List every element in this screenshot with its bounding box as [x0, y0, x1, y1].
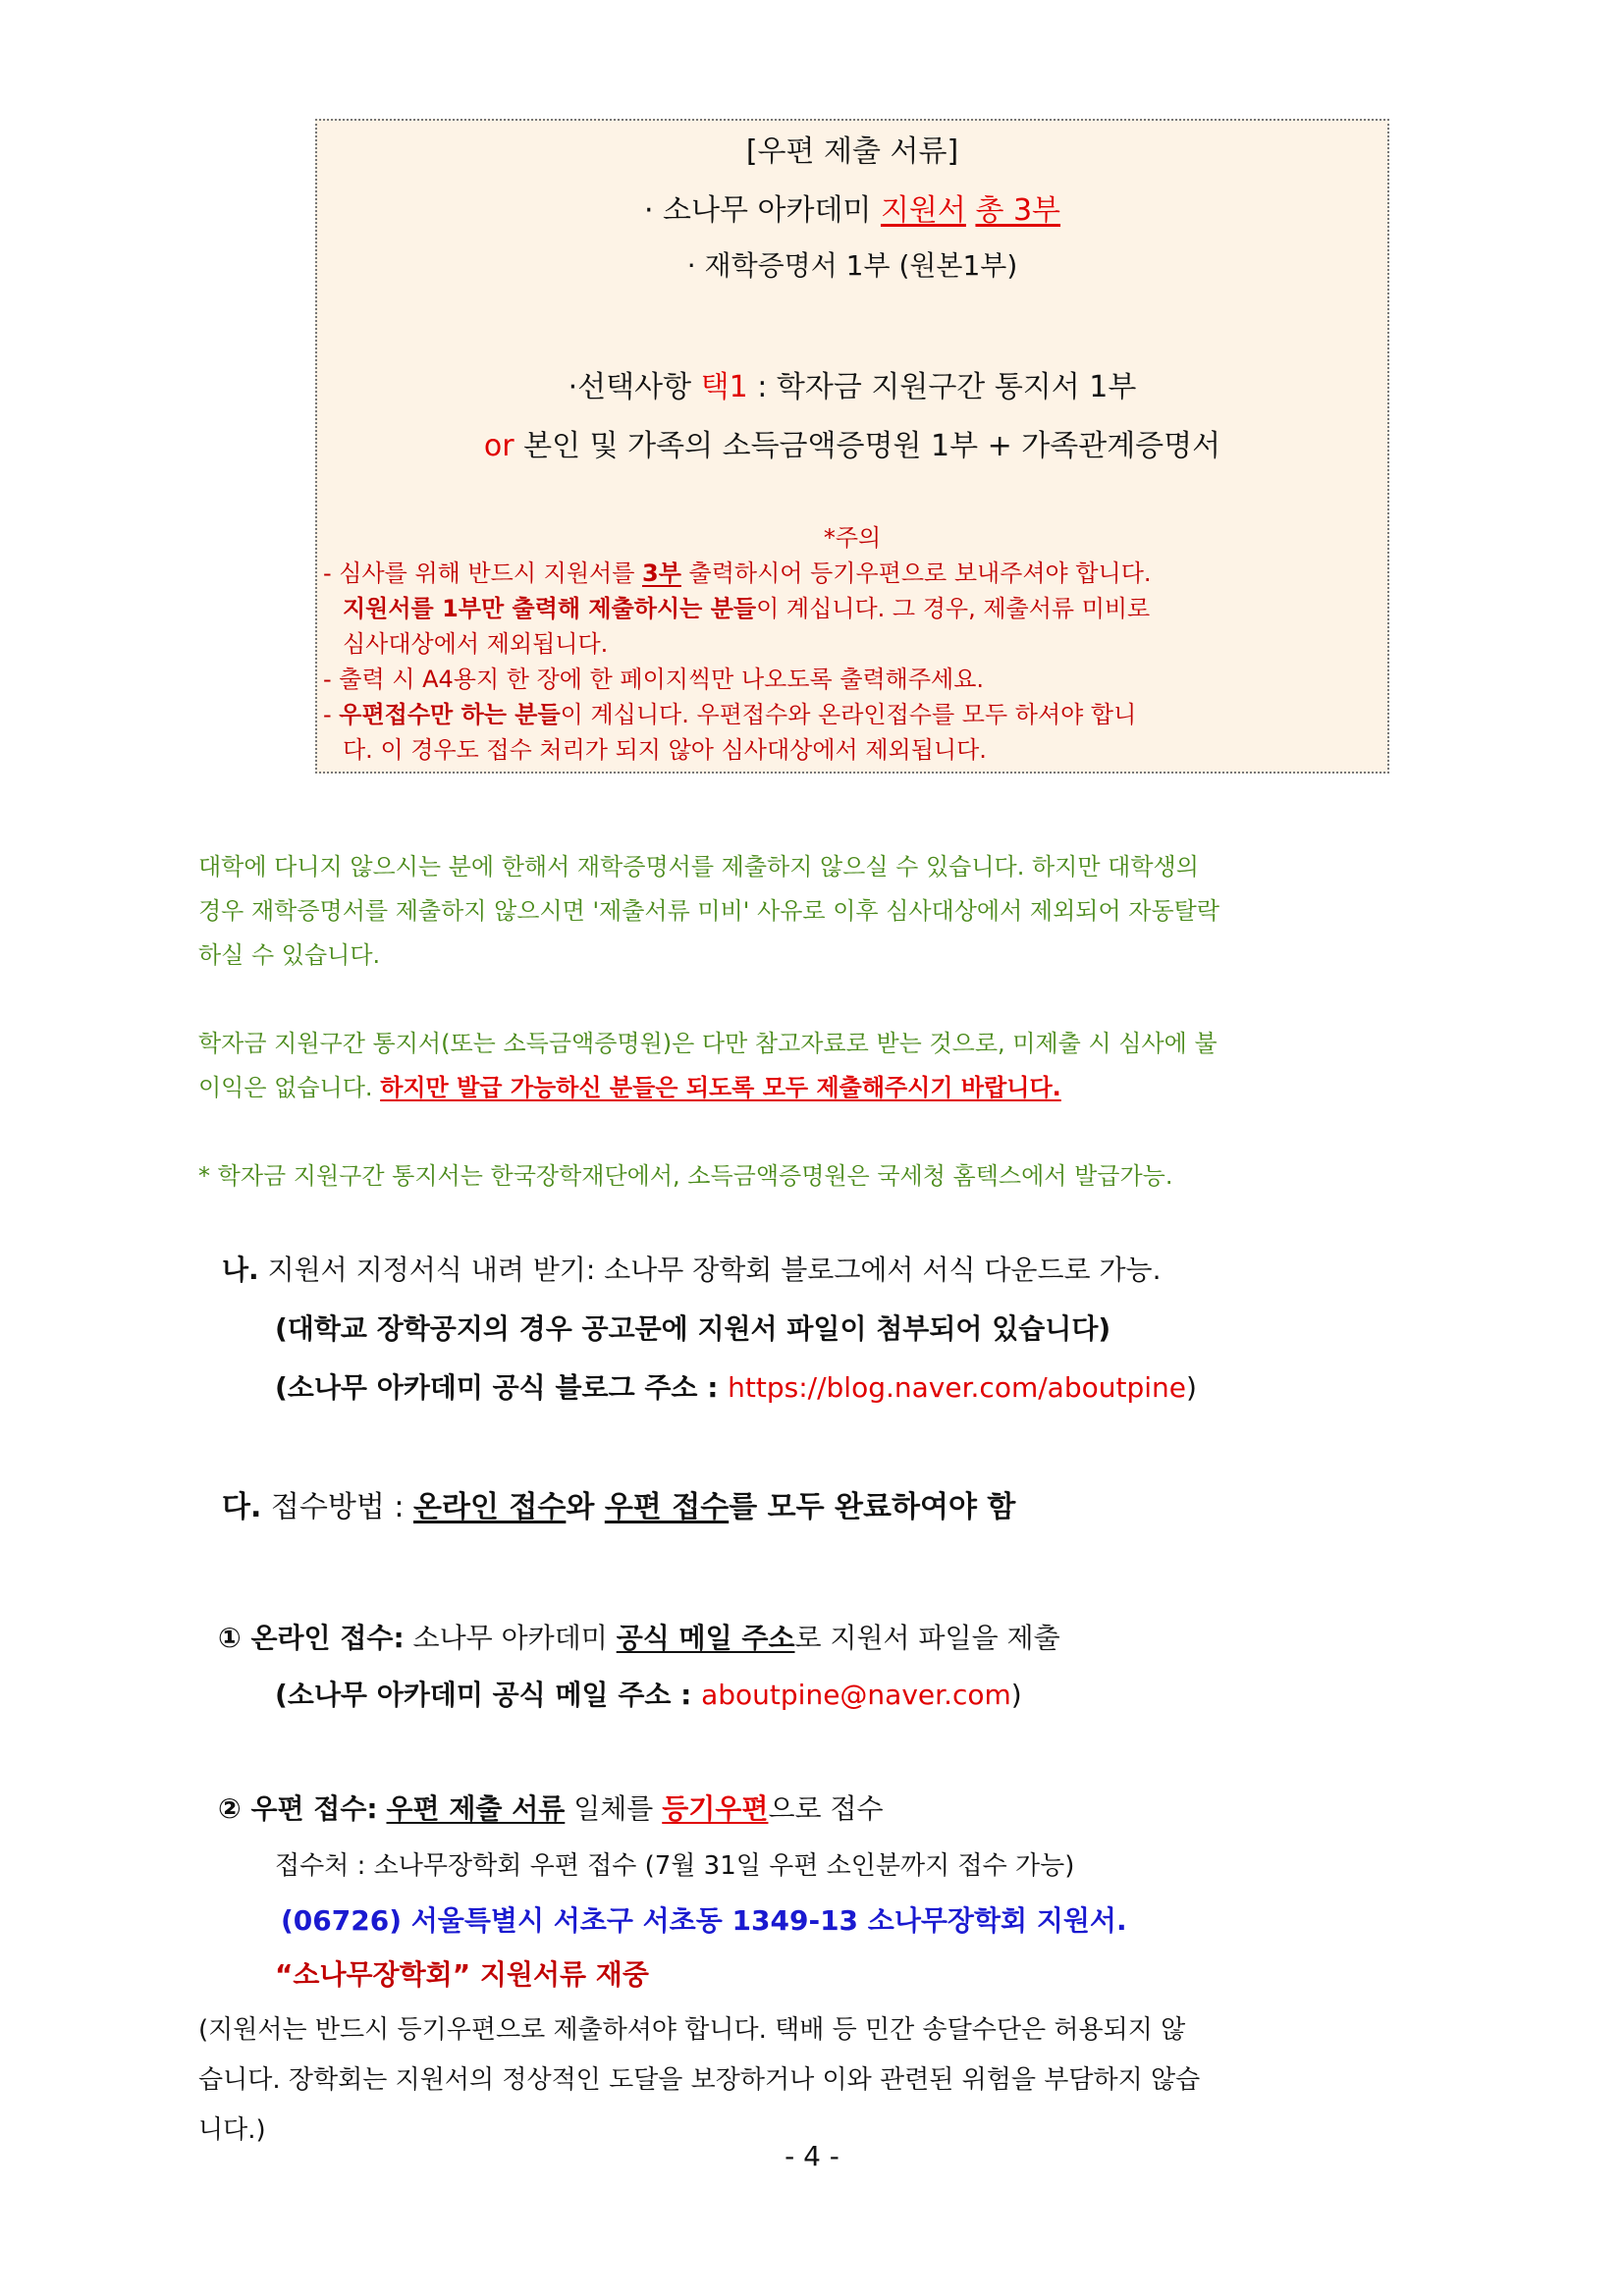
online-submission-line: ① 온라인 접수: 소나무 아카데미 공식 메일 주소로 지원서 파일을 제출 [218, 1622, 1060, 1654]
box-note-6: 다. 이 경우도 접수 처리가 되지 않아 심사대상에서 제외됩니다. [343, 736, 987, 764]
postal-receiver-line: 접수처 : 소나무장학회 우편 접수 (7월 31일 우편 소인분까지 접수 가능) [275, 1851, 1075, 1881]
paragraph-income-1: 학자금 지원구간 통지서(또는 소득금액증명원)은 다만 참고자료로 받는 것으로, 미제출 시 심사에 불 [198, 1030, 1218, 1057]
online-email-line: (소나무 아카데미 공식 메일 주소 : aboutpine@naver.com) [275, 1679, 1022, 1711]
box-line-application: · 소나무 아카데미 지원서 총 3부 [643, 193, 1061, 228]
postal-recipient: “소나무장학회” 지원서류 재중 [275, 1958, 649, 1991]
paragraph-enrollment-1: 대학에 다니지 않으시는 분에 한해서 재학증명서를 제출하지 않으실 수 있습니다. 하지만 대학생의 [198, 853, 1199, 881]
postal-disclaimer-2: 습니다. 장학회는 지원서의 정상적인 도달을 보장하거나 이와 관련된 위험을 부담하지 않습 [198, 2065, 1201, 2095]
page-number: - 4 - [785, 2140, 839, 2172]
postal-disclaimer-1: (지원서는 반드시 등기우편으로 제출하셔야 합니다. 택배 등 민간 송달수단은 허용되지 않 [198, 2015, 1186, 2045]
box-line-enrollment: · 재학증명서 1부 (원본1부) [686, 249, 1018, 282]
box-note-3: 심사대상에서 제외됩니다. [343, 630, 609, 658]
box-title: [우편 제출 서류] [745, 134, 959, 169]
paragraph-issuance-note: * 학자금 지원구간 통지서는 한국장학재단에서, 소득금액증명원은 국세청 홈텍스에서 발급가능. [198, 1162, 1173, 1190]
email-link[interactable]: aboutpine@naver.com [701, 1679, 1011, 1711]
postal-address: (06726) 서울특별시 서초구 서초동 1349-13 소나무장학회 지원서. [281, 1904, 1127, 1937]
paragraph-enrollment-2: 경우 재학증명서를 제출하지 않으시면 '제출서류 미비' 사유로 이후 심사대상에서 제외되어 자동탈락 [198, 897, 1220, 925]
paragraph-income-2: 이익은 없습니다. 하지만 발급 가능하신 분들은 되도록 모두 제출해주시기 바랍니다. [198, 1074, 1061, 1101]
box-note-4: - 출력 시 A4용지 한 장에 한 페이지씩만 나오도록 출력해주세요. [323, 666, 985, 693]
box-caution-title: *주의 [823, 524, 882, 552]
paragraph-enrollment-3: 하실 수 있습니다. [198, 941, 381, 969]
postal-documents-box [315, 119, 1389, 774]
postal-submission-line: ② 우편 접수: 우편 제출 서류 일체를 등기우편으로 접수 [218, 1792, 884, 1825]
box-note-5: - 우편접수만 하는 분들이 계십니다. 우편접수와 온라인접수를 모두 하셔야 합니 [323, 701, 1137, 728]
section-na-sub2: (소나무 아카데미 공식 블로그 주소 : https://blog.naver.com/aboutpine) [275, 1371, 1197, 1404]
box-note-2: 지원서를 1부만 출력해 제출하시는 분들이 계십니다. 그 경우, 제출서류 미비로 [343, 595, 1151, 622]
section-na-sub1: (대학교 장학공지의 경우 공고문에 지원서 파일이 첨부되어 있습니다) [275, 1312, 1111, 1345]
section-na-heading: 나. 지원서 지정서식 내려 받기: 소나무 장학회 블로그에서 서식 다운드로 가능. [222, 1254, 1162, 1286]
box-note-1: - 심사를 위해 반드시 지원서를 3부 출력하시어 등기우편으로 보내주셔야 합니다. [323, 560, 1152, 587]
box-line-option: ·선택사항 택1 : 학자금 지원구간 통지서 1부 [568, 370, 1137, 404]
box-line-or: or 본인 및 가족의 소득금액증명원 1부 + 가족관계증명서 [483, 429, 1221, 463]
section-da-heading: 다. 접수방법 : 온라인 접수와 우편 접수를 모두 완료하여야 함 [222, 1490, 1016, 1524]
postal-disclaimer-3: 니다.) [198, 2115, 266, 2145]
blog-url-link[interactable]: https://blog.naver.com/aboutpine [728, 1371, 1186, 1404]
